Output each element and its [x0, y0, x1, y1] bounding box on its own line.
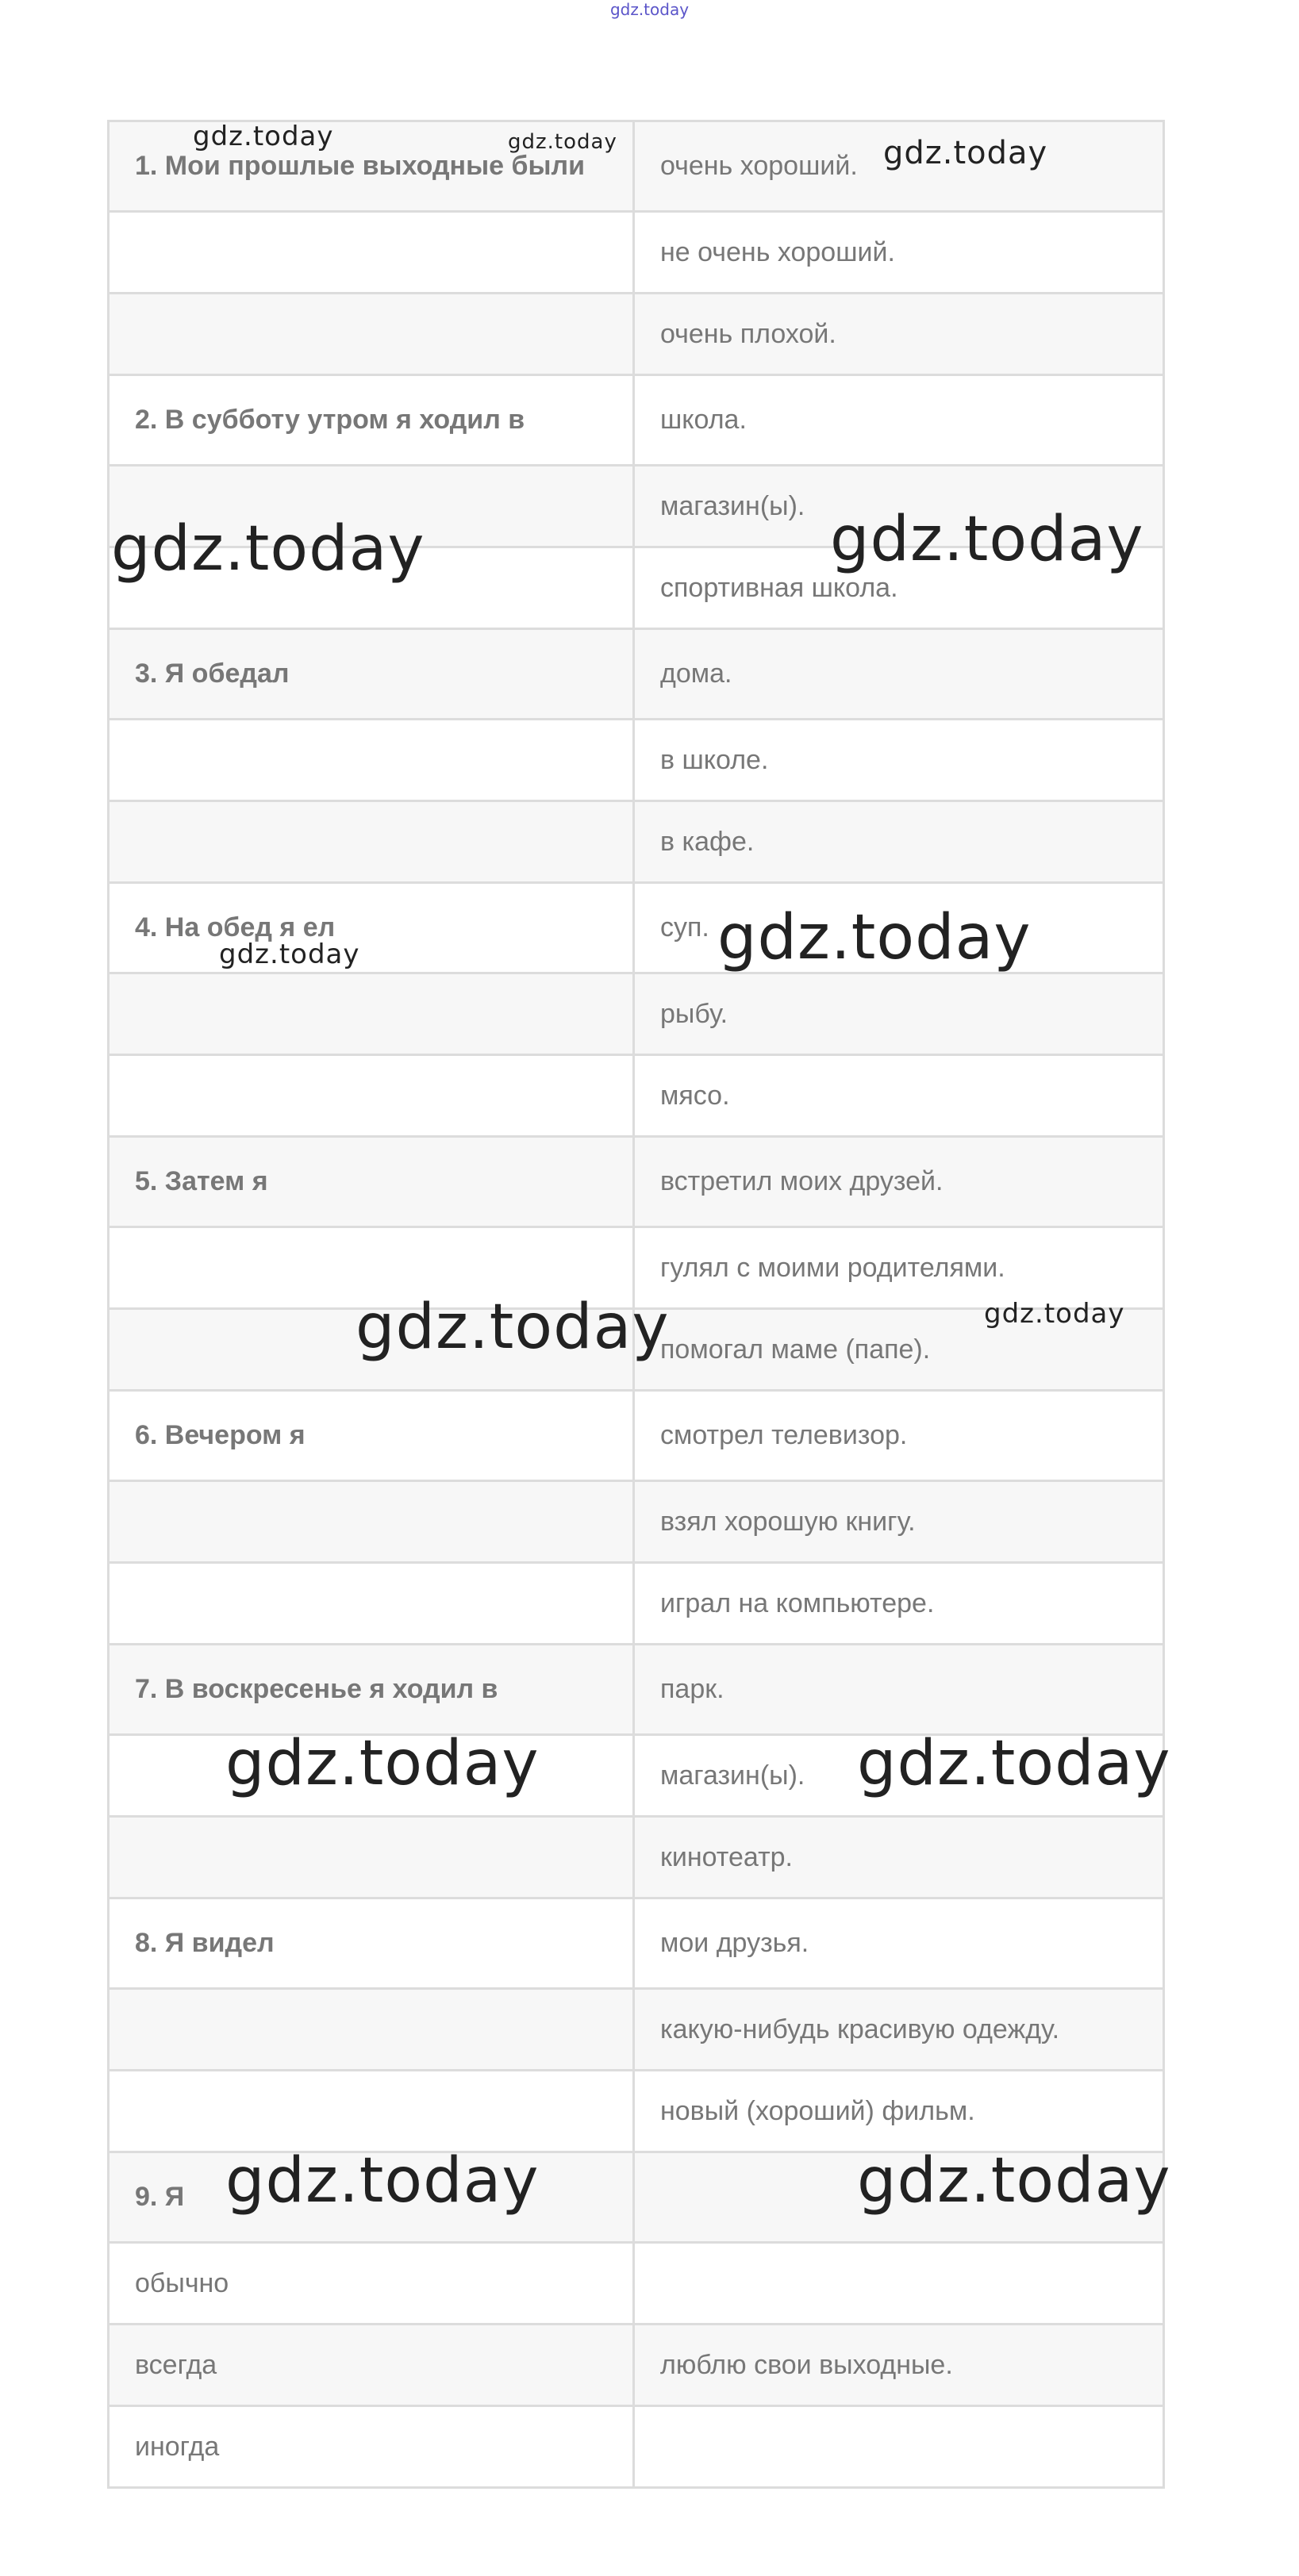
- question-cell: 1. Мои прошлые выходные были: [109, 121, 634, 212]
- watermark: gdz.today: [225, 1728, 540, 1799]
- table-row: [109, 2406, 1164, 2488]
- question-cell: 2. В субботу утром я ходил в: [109, 375, 634, 466]
- question-row: [109, 375, 1164, 466]
- answer-cell: [634, 2243, 1164, 2325]
- answer-cell: помогал маме (папе).: [634, 1309, 1164, 1391]
- watermark: gdz.today: [857, 2145, 1171, 2217]
- watermark: gdz.today: [830, 504, 1144, 575]
- left-cell: [109, 1817, 634, 1898]
- table-row: [109, 1563, 1164, 1645]
- left-cell: всегда: [109, 2325, 634, 2406]
- answer-cell: играл на компьютере.: [634, 1563, 1164, 1645]
- left-cell: [109, 2071, 634, 2152]
- question-row: [109, 629, 1164, 720]
- table-row: [109, 2243, 1164, 2325]
- left-cell: [109, 1481, 634, 1563]
- answer-cell: новый (хороший) фильм.: [634, 2071, 1164, 2152]
- watermark: gdz.today: [984, 1298, 1125, 1330]
- top-watermark: gdz.today: [609, 0, 690, 19]
- answer-cell: смотрел телевизор.: [634, 1391, 1164, 1481]
- answer-cell: парк.: [634, 1645, 1164, 1735]
- left-cell: [109, 294, 634, 375]
- table-row: [109, 1989, 1164, 2071]
- left-cell: [109, 801, 634, 883]
- answer-cell: [634, 2406, 1164, 2488]
- table-row: [109, 720, 1164, 801]
- answer-cell: спортивная школа.: [634, 547, 1164, 629]
- left-cell: [109, 973, 634, 1055]
- watermark: gdz.today: [717, 902, 1032, 973]
- watermark: gdz.today: [225, 2145, 540, 2217]
- question-cell: 3. Я обедал: [109, 629, 634, 720]
- table-row: [109, 2325, 1164, 2406]
- watermark: gdz.today: [355, 1292, 670, 1363]
- left-cell: [109, 720, 634, 801]
- answer-cell: кинотеатр.: [634, 1817, 1164, 1898]
- question-cell: 6. Вечером я: [109, 1391, 634, 1481]
- answer-cell: люблю свои выходные.: [634, 2325, 1164, 2406]
- answer-cell: дома.: [634, 629, 1164, 720]
- question-row: [109, 1898, 1164, 1989]
- table-row: [109, 973, 1164, 1055]
- answer-cell: гулял с моими родителями.: [634, 1227, 1164, 1309]
- watermark: gdz.today: [219, 939, 360, 970]
- table-row: [109, 1481, 1164, 1563]
- answer-cell: в кафе.: [634, 801, 1164, 883]
- watermark: gdz.today: [193, 121, 334, 152]
- left-cell: [109, 212, 634, 294]
- question-cell: 4. На обед я ел: [109, 883, 634, 973]
- watermark: gdz.today: [508, 130, 617, 154]
- answer-cell: встретил моих друзей.: [634, 1137, 1164, 1227]
- table-row: [109, 1055, 1164, 1137]
- answer-cell: суп.: [634, 883, 1164, 973]
- question-cell: 7. В воскресенье я ходил в: [109, 1645, 634, 1735]
- watermark: gdz.today: [857, 1728, 1171, 1799]
- table-row: [109, 1817, 1164, 1898]
- answer-cell: очень хороший.: [634, 121, 1164, 212]
- answer-cell: в школе.: [634, 720, 1164, 801]
- answer-cell: рыбу.: [634, 973, 1164, 1055]
- answer-cell: очень плохой.: [634, 294, 1164, 375]
- question-row: [109, 1137, 1164, 1227]
- watermark: gdz.today: [883, 135, 1048, 171]
- table-row: [109, 801, 1164, 883]
- table-row: [109, 212, 1164, 294]
- answer-cell: школа.: [634, 375, 1164, 466]
- answer-cell: мясо.: [634, 1055, 1164, 1137]
- left-cell: обычно: [109, 2243, 634, 2325]
- question-cell: 9. Я: [109, 2152, 634, 2243]
- left-cell: [109, 1563, 634, 1645]
- answer-cell: магазин(ы).: [634, 1735, 1164, 1817]
- left-cell: иногда: [109, 2406, 634, 2488]
- question-row: [109, 1645, 1164, 1735]
- answer-cell: взял хорошую книгу.: [634, 1481, 1164, 1563]
- answer-cell: какую-нибудь красивую одежду.: [634, 1989, 1164, 2071]
- watermark: gdz.today: [111, 513, 425, 585]
- left-cell: [109, 1989, 634, 2071]
- table-row: [109, 2071, 1164, 2152]
- left-cell: [109, 1055, 634, 1137]
- answer-cell: магазин(ы).: [634, 466, 1164, 547]
- table-row: [109, 294, 1164, 375]
- answer-cell: мои друзья.: [634, 1898, 1164, 1989]
- answer-cell: не очень хороший.: [634, 212, 1164, 294]
- question-cell: 5. Затем я: [109, 1137, 634, 1227]
- question-row: [109, 1391, 1164, 1481]
- question-cell: 8. Я видел: [109, 1898, 634, 1989]
